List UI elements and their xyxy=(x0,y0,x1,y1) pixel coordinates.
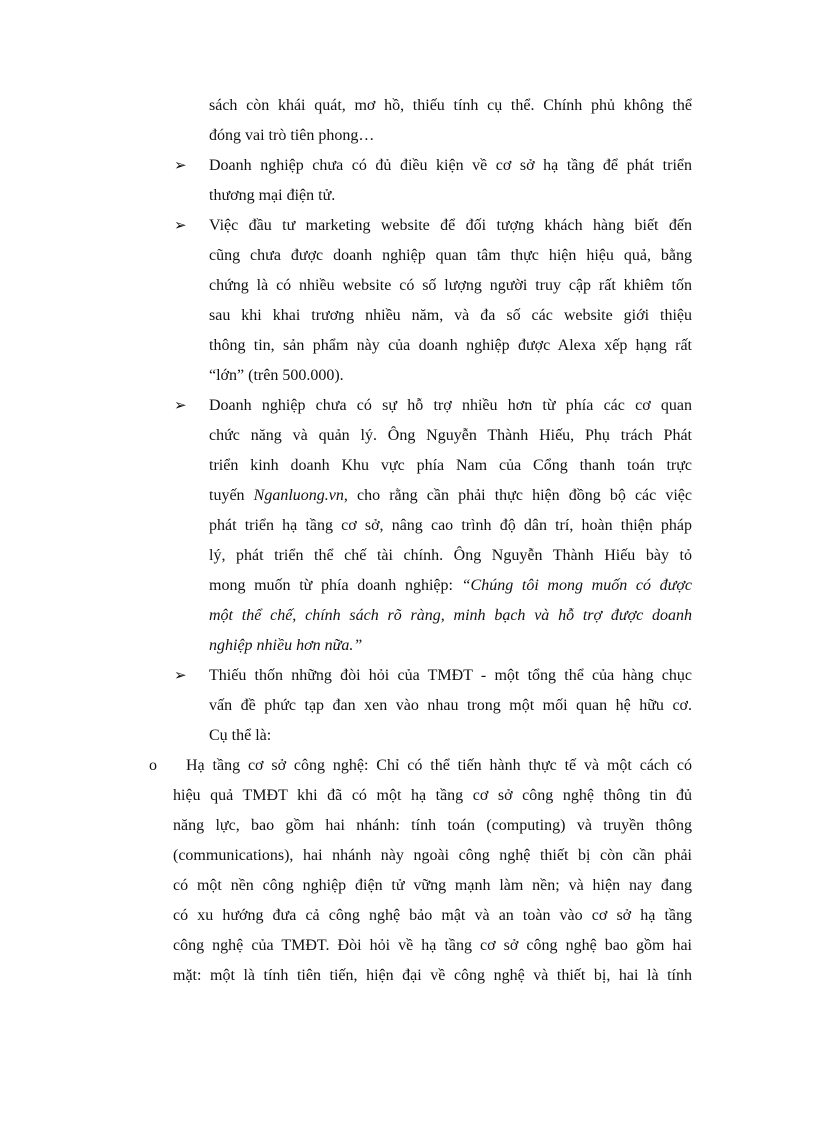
paragraph-line: thông tin, sản phẩm này của doanh nghiệp được Alexa xếp hạng rất xyxy=(209,337,692,354)
paragraph-line: mặt: một là tính tiên tiến, hiện đại về công nghệ và thiết bị, hai là tính xyxy=(173,967,692,984)
paragraph-line: cũng chưa được doanh nghiệp quan tâm thực hiện hiệu quả, bằng xyxy=(209,247,692,264)
paragraph-line: Doanh nghiệp chưa có sự hỗ trợ nhiều hơn từ phía các cơ quan xyxy=(209,397,692,414)
paragraph-line: Việc đầu tư marketing website để đối tượng khách hàng biết đến xyxy=(209,217,692,234)
paragraph-line: phát triển hạ tầng cơ sở, nâng cao trình độ dân trí, hoàn thiện pháp xyxy=(209,517,692,534)
paragraph-line: mong muốn từ phía doanh nghiệp: “Chúng tôi mong muốn có được xyxy=(209,577,692,594)
paragraph-line: sách còn khái quát, mơ hồ, thiếu tính cụ thể. Chính phủ không thể xyxy=(209,97,692,114)
quote-line: một thể chế, chính sách rõ ràng, minh bạch và hỗ trợ được doanh xyxy=(209,607,692,624)
paragraph-line: đóng vai trò tiên phong… xyxy=(209,127,375,144)
circle-bullet-icon: o xyxy=(149,757,157,774)
paragraph-line: Cụ thể là: xyxy=(209,727,272,744)
paragraph-line: có một nền công nghiệp điện tử vững mạnh làm nền; và hiện nay đang xyxy=(173,877,692,894)
paragraph-line: tuyến Nganluong.vn, cho rằng cần phải thực hiện đồng bộ các việc xyxy=(209,487,693,504)
paragraph-line: Hạ tầng cơ sở công nghệ: Chỉ có thể tiến hành thực tế và một cách có xyxy=(186,757,692,774)
arrow-bullet-icon: ➢ xyxy=(174,668,187,684)
paragraph-line: triển kinh doanh Khu vực phía Nam của Cổng thanh toán trực xyxy=(209,457,692,474)
paragraph-line: Thiếu thốn những đòi hỏi của TMĐT - một tổng thể của hàng chục xyxy=(209,667,692,684)
paragraph-line: thương mại điện tử. xyxy=(209,187,336,204)
paragraph-line: sau khi khai trương nhiều năm, và đa số các website giới thiệu xyxy=(209,307,692,324)
paragraph-line: chức năng và quản lý. Ông Nguyễn Thành Hiếu, Phụ trách Phát xyxy=(209,427,692,444)
paragraph-line: vấn đề phức tạp đan xen vào nhau trong một mối quan hệ hữu cơ. xyxy=(209,697,692,714)
arrow-bullet-icon: ➢ xyxy=(174,398,187,414)
paragraph-line: hiệu quả TMĐT khi đã có một hạ tầng cơ sở công nghệ thông tin đủ xyxy=(173,787,692,804)
paragraph-line: lý, phát triển thể chế tài chính. Ông Nguyễn Thành Hiếu bày tỏ xyxy=(209,547,692,564)
quote-text: “Chúng tôi mong muốn có được xyxy=(461,577,692,594)
paragraph-line: Doanh nghiệp chưa có đủ điều kiện về cơ sở hạ tầng để phát triển xyxy=(209,157,692,174)
paragraph-line: có xu hướng đưa cả công nghệ bảo mật và an toàn vào cơ sở hạ tầng xyxy=(173,907,692,924)
arrow-bullet-icon: ➢ xyxy=(174,218,187,234)
website-name: Nganluong.vn xyxy=(253,487,344,504)
quote-line: nghiệp nhiều hơn nữa.” xyxy=(209,637,363,654)
paragraph-line: công nghệ của TMĐT. Đòi hỏi về hạ tầng cơ sở công nghệ bao gồm hai xyxy=(173,937,692,954)
paragraph-line: năng lực, bao gồm hai nhánh: tính toán (computing) và truyền thông xyxy=(173,817,692,834)
arrow-bullet-icon: ➢ xyxy=(174,158,187,174)
paragraph-line: chứng là có nhiều website có số lượng người truy cập rất khiêm tốn xyxy=(209,277,692,294)
paragraph-line: “lớn” (trên 500.000). xyxy=(209,367,344,384)
paragraph-line: (communications), hai nhánh này ngoài công nghệ thiết bị còn cần phải xyxy=(173,847,692,864)
